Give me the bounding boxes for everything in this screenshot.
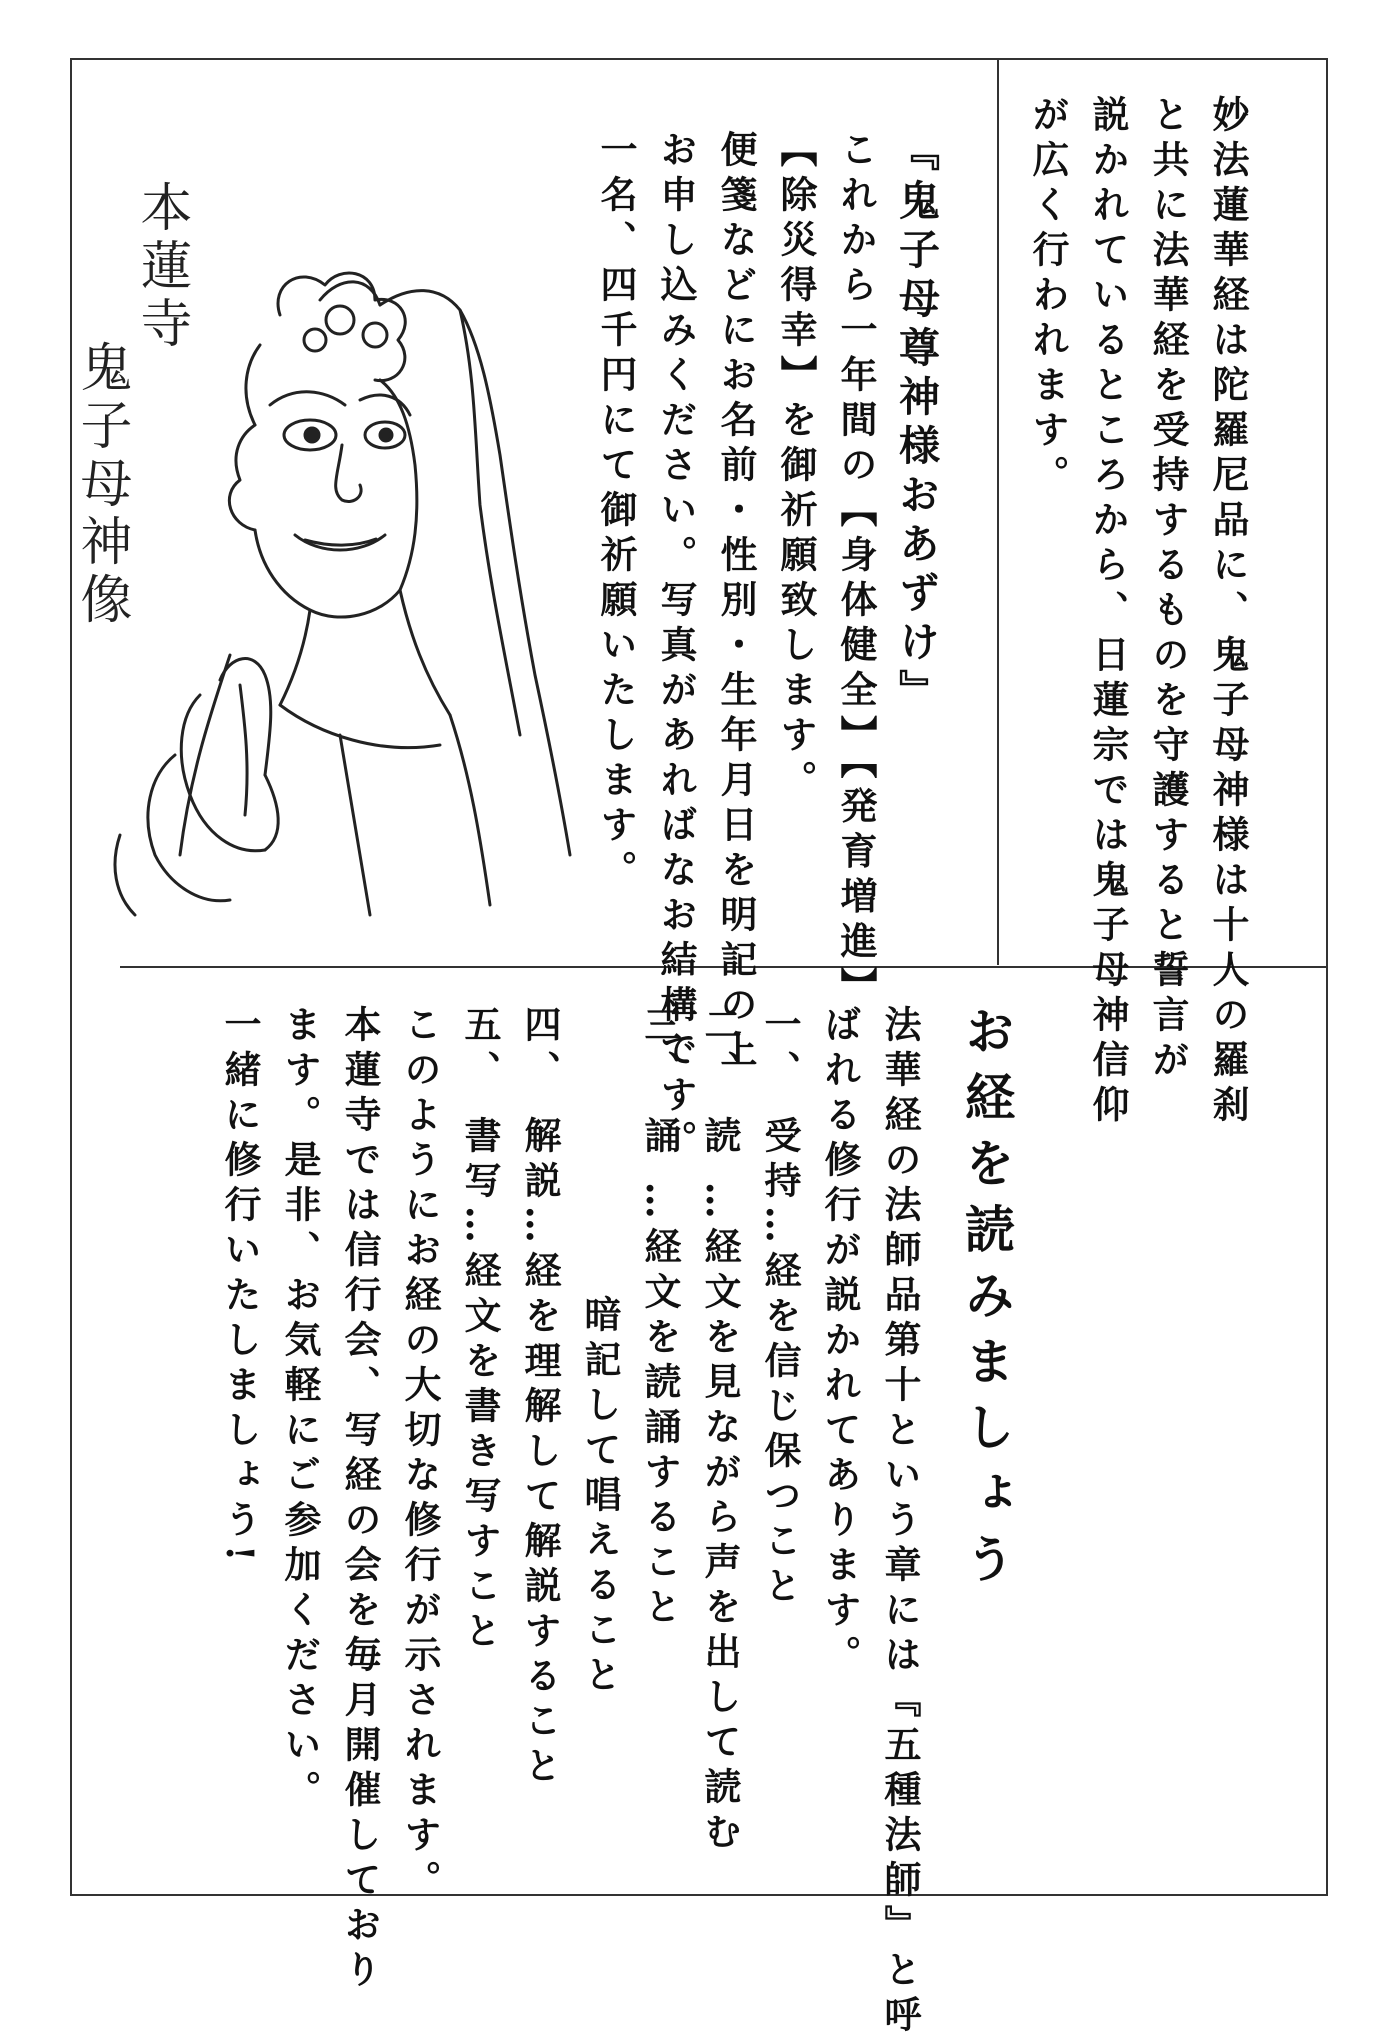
sutra-heading: お経を読みましょう <box>957 1005 1016 1599</box>
intro-line: が広く行われます。 <box>1026 95 1070 500</box>
azuke-title: 『鬼子母尊神様おあずけ』 <box>892 130 940 718</box>
azuke-line: これから一年間の【身体健全】【発育増進】 <box>834 130 878 1012</box>
drawing-signature-temple: 本蓮寺 <box>131 180 191 354</box>
azuke-line: お申し込みください。写真があればなお結構です。 <box>654 130 698 1165</box>
drawing-signature-title: 鬼子母神像 <box>71 340 131 630</box>
sutra-item: 一、 受持…経を信じ保つこと <box>758 1005 802 1611</box>
intro-line: 妙法蓮華経は陀羅尼品に、鬼子母神様は十人の羅刹 <box>1206 95 1250 1130</box>
sutra-closing-line: 本蓮寺では信行会、写経の会を毎月開催しており <box>338 1005 382 1995</box>
intro-line: と共に法華経を受持するものを守護すると誓言が <box>1146 95 1190 1085</box>
azuke-line: 一名、四千円にて御祈願いたします。 <box>594 130 638 895</box>
sutra-closing-line: 一緒に修行いたしましょう! <box>218 1005 262 1570</box>
sutra-closing-line: ます。是非、お気軽にご参加ください。 <box>278 1005 322 1815</box>
sutra-intro-line: ばれる修行が説かれてあります。 <box>818 1005 862 1680</box>
sutra-intro-line: 法華経の法師品第十という章には『五種法師』と呼 <box>878 1005 922 2040</box>
sutra-item: 二、 読 …経文を見ながら声を出して読む <box>698 1005 742 1857</box>
azuke-line: 便箋などにお名前・性別・生年月日を明記の上 <box>714 130 758 1075</box>
azuke-line: 【除災得幸】を御祈願致します。 <box>774 130 818 805</box>
azuke-notice <box>586 130 946 1165</box>
vertical-divider <box>997 60 999 965</box>
sutra-section <box>210 1005 1016 2040</box>
sutra-item: 四、 解説…経を理解して解説すること <box>518 1005 562 1791</box>
sutra-item: 五、 書写…経文を書き写すこと <box>458 1005 502 1656</box>
intro-line: 説かれているところから、日蓮宗では鬼子母神信仰 <box>1086 95 1130 1130</box>
intro-text <box>1018 95 1258 1130</box>
sutra-closing-line: このようにお経の大切な修行が示されます。 <box>398 1005 442 1905</box>
sutra-item: 三、 誦 …経文を読誦すること <box>638 1005 682 1632</box>
sutra-item-continuation: 暗記して唱えること <box>578 1295 622 1700</box>
